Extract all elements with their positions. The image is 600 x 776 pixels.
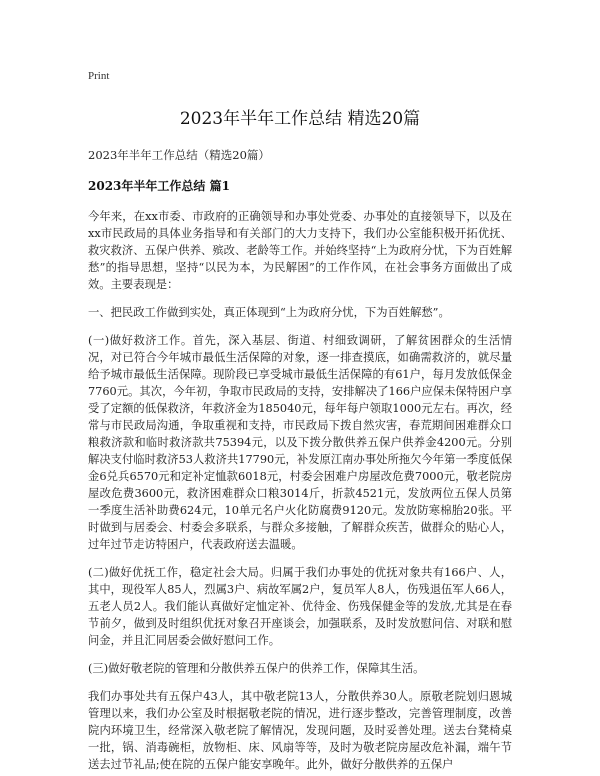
paragraph-nursing-home: 我们办事处共有五保户43人，其中敬老院13人，分散供养30人。原敬老院划归恩城管理以来，我们办公室及时根据敬老院的情况，进行逐步整改，完善管理制度，改善院内环境卫生，经常深入敬老院了解情况，发现问题，及时妥善处理。送去台凳椅桌一批，锅、消毒碗柜，放物柜、床、风扇等等，及时为敬老院房屋改危补漏，端午节送去过节礼品;使在院的五保户能安享晚年。此外，做好分散供养的五保户 bbox=[88, 690, 512, 771]
paragraph-relief-work: (一)做好救济工作。首先，深入基层、街道、村细致调研，了解贫困群众的生活情况，对已符合今年城市最低生活保障的对象，逐一排查摸底，如确需救济的，就尽量给予城市最低生活保障。现阶段已享受城市最低生活保障的有61户，每月发放低保金7760元。其次，今年初，争取市民政局的支持，安排解决了166户应保未保特困户享受了定额的低保救济，年救济金为185040元，每年每户领取1000元左右。再次，经常与市民政局沟通，争取重视和支持，市民政局下拨自然灾害，春荒期间困难群众口粮救济款和临时救济款共75394元，以及下拨分散供养五保户供养金4200元。分别解决支付临时救济53人救济共17790元，补发原江南办事处所拖欠今年第一季度低保金6兑兵6570元和定补定恤款6018元，村委会困难户房屋改危费7000元，敬老院房屋改危费3600元，救济困难群众口粮3014斤，折款4521元，发放两位五保人员第一季度生活补助费624元，10单元名户火化防腐费9120元。发放防寒棉胎20张。平时做到与居委会、村委会多联系，与群众多接触，了解群众疾苦，做群众的贴心人，过年过节走访特困户，代表政府送去温暖。 bbox=[88, 334, 512, 551]
document-title: 2023年半年工作总结 精选20篇 bbox=[179, 109, 421, 129]
paragraph-nursing-home-heading: (三)做好敬老院的管理和分散供养五保户的供养工作，保障其生活。 bbox=[88, 662, 425, 675]
section-heading: 2023年半年工作总结 篇1 bbox=[88, 179, 230, 193]
paragraph-special-care: (二)做好优抚工作，稳定社会大局。归属于我们办事处的优抚对象共有166户、人，其中，现役军人85人，烈属3户、病故军属2户，复员军人8人，伤残退伍军人66人，五老人员2人。我们能认真做好定恤定补、优待金、伤残保健金等的发放,尤其是在春节前夕，做到及时组织优抚对象召开座谈会，加强联系，及时发放慰问信、对联和慰问金，并且汇同居委会做好慰问工作。 bbox=[88, 566, 512, 647]
document-subtitle: 2023年半年工作总结（精选20篇） bbox=[88, 148, 270, 162]
paragraph-heading-1: 一、把民政工作做到实处，真正体现到“上为政府分忧，下为百姓解愁”。 bbox=[88, 306, 450, 319]
print-label: Print bbox=[88, 70, 110, 82]
paragraph-intro: 今年来，在xx市委、市政府的正确领导和办事处党委、办事处的直接领导下，以及在xx市民政局的具体业务指导和有关部门的大力支持下，我们办公室能积极开拓优抚、救灾救济、五保户供养、殡改、老龄等工作。并始终坚持“上为政府分忧，下为百姓解愁”的指导思想，坚持“以民为本，为民解困”的工作作风，在社会事务方面做出了成效。主要表现是： bbox=[88, 210, 512, 291]
